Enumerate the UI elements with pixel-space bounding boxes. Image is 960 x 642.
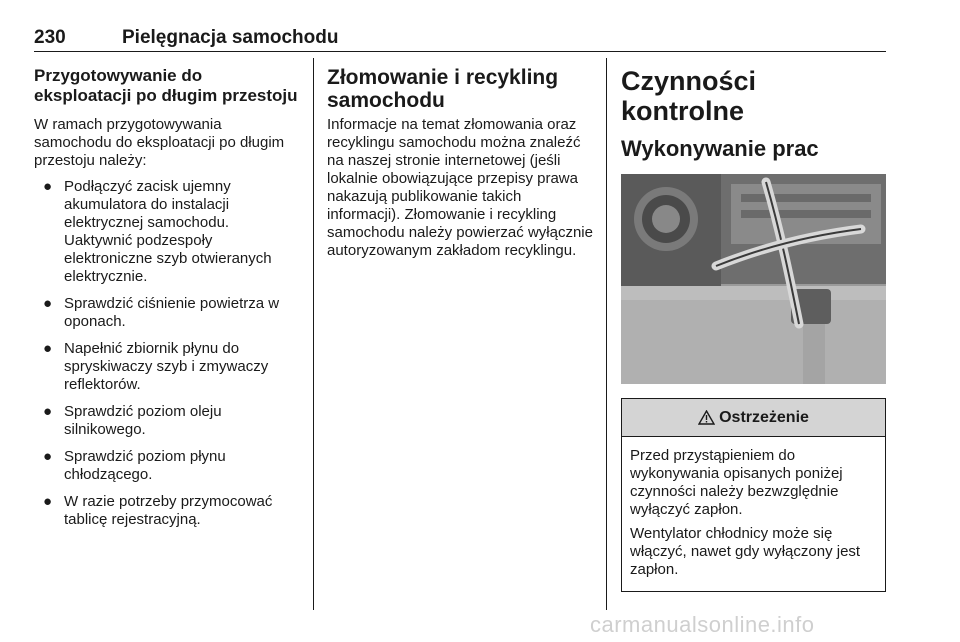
bullet-icon: ● — [43, 178, 53, 195]
column-checks — [621, 66, 886, 592]
warning-paragraph: Przed przystąpieniem do wykonywania opisanych poniżej czynności należy bezwzględnie wyłączyć zapłon. — [630, 447, 843, 518]
running-title: Pielęgnacja samochodu — [122, 27, 339, 48]
bullet-icon: ● — [43, 340, 53, 357]
subheading: Wykonywanie prac — [621, 136, 819, 161]
warning-title: Ostrzeżenie — [719, 408, 809, 426]
warning-paragraph: Wentylator chłodnicy może się włączyć, nawet gdy wyłączony jest zapłon. — [630, 525, 861, 578]
bullet-icon: ● — [43, 448, 53, 465]
warning-body — [622, 437, 885, 591]
header-rule — [34, 51, 886, 52]
column-recycling — [327, 66, 593, 260]
page-number: 230 — [34, 27, 66, 48]
warning-header — [622, 399, 885, 437]
list-item: ● Sprawdzić poziom oleju silnikowego. — [43, 403, 222, 438]
warning-triangle-icon — [698, 410, 715, 425]
column-storage — [34, 66, 300, 538]
section-heading: Przygotowywanie do eksploatacji po długim przestoju — [34, 66, 298, 105]
section-heading: Złomowanie i recykling samochodu — [327, 66, 559, 112]
list-item: ● W razie potrzeby przymocować tablicę rejestracyjną. — [43, 493, 273, 528]
warning-box — [621, 398, 886, 592]
list-item: ● Sprawdzić ciśnienie powietrza w oponach. — [43, 295, 280, 330]
engine-bay-photo — [621, 174, 886, 384]
bullet-icon: ● — [43, 295, 53, 312]
column-divider — [606, 58, 607, 610]
list-item: ● Napełnić zbiornik płynu do spryskiwaczy szyb i zmywaczy reflektorów. — [43, 340, 269, 393]
body-paragraph: Informacje na temat złomowania oraz recyklingu samochodu można znaleźć na naszej stronie internetowej (jeśli lokalnie obowiązujące przepisy prawa nakazują publikowanie takich informacji). Złomowanie i recykling samochodu należy powierzać wyłącznie autoryzowanym zakładom recyklingu. — [327, 116, 593, 259]
list-item: ● Podłączyć zacisk ujemny akumulatora do instalacji elektrycznej samochodu. Uaktywnić podzespoły elektroniczne szyb otwieranych elektrycznie. — [43, 178, 272, 285]
column-divider — [313, 58, 314, 610]
watermark: carmanualsonline.info — [590, 612, 815, 637]
intro-paragraph: W ramach przygotowywania samochodu do eksploatacji po długim przestoju należy: — [34, 116, 285, 169]
chapter-title: Czynności kontrolne — [621, 66, 757, 126]
bullet-icon: ● — [43, 403, 53, 420]
checklist — [34, 178, 300, 529]
list-item: ● Sprawdzić poziom płynu chłodzącego. — [43, 448, 226, 483]
page-header — [34, 27, 886, 51]
bullet-icon: ● — [43, 493, 53, 510]
